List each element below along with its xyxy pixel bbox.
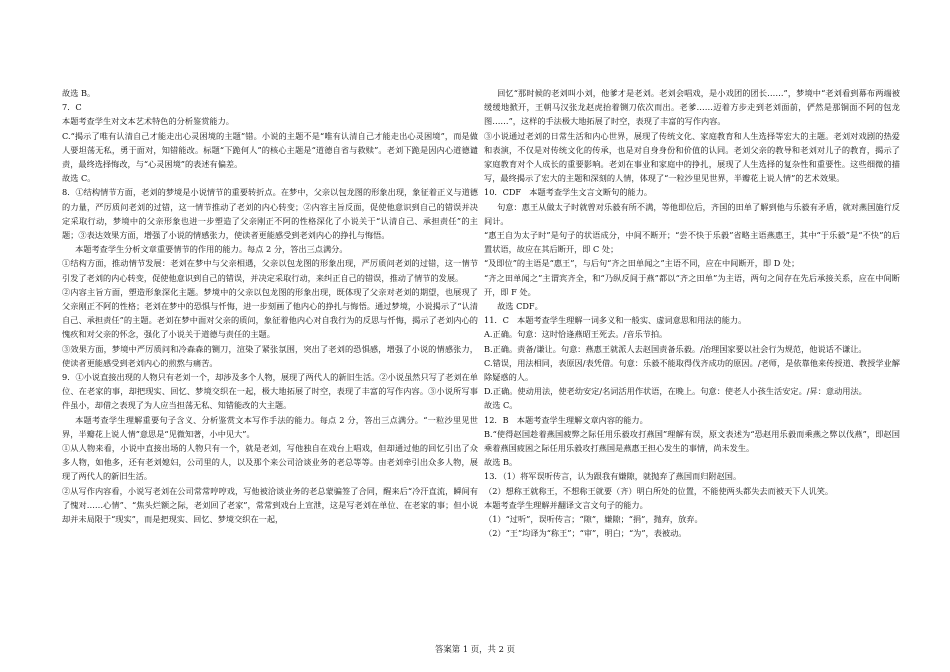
right-para: 13．（1）将军误听传言，认为跟我有嫌隙，就抛弃了燕国而归附赵国。 — [484, 471, 742, 482]
right-para: B.“使得赵国趁着燕国疲弊之际任用乐毅攻打燕国”理解有误，原文表述为“恐赵用乐毅而乘燕之弊以伐燕”，即赵国乘着燕国疲困之际任用乐毅攻打燕国是燕惠王担心发生的事情，尚未发生。 — [484, 428, 900, 454]
right-para: 10．CDF 本题考查学生文言文断句的能力。 — [484, 187, 653, 198]
right-para: “齐之田单闻之”主谓宾齐全，和“乃纵反间于燕”都以“齐之田单”为主语，两句之间存在先后承接关系，应在中间断开，即 F 处。 — [484, 272, 900, 297]
left-para: ②从写作内容看，小说写老刘在公司常常哼哼戏，写他被洽谈业务的老总蒙骗签了合同，醒来后“冷汗直流，瞬间有了愧对……心情”、“焦头烂额之际，老刘回了老家”，常常到戏台上宣泄，这是写老刘在单位、在老家的事；但小说却并未局限于“现实”，而是把现实、回忆、梦境交织在一起， — [62, 485, 478, 525]
right-para: ③小说通过老刘的日常生活和内心世界，展现了传统文化、家庭教育和人生选择等宏大的主题。老刘对戏剧的热爱和表演，不仅是对传统文化的传承，也是对自身身份和价值的认同。老刘父亲的教导和老刘对儿子的教育，揭示了家庭教育对个人成长的重要影响。老刘在事业和家庭中的挣扎，展现了人生选择的复杂性和重要性。这些细微的描写，最终揭示了宏大的主题和深刻的人情，体现了“一粒沙里见世界，半瓣花上说人情”的艺术效果。 — [484, 130, 900, 184]
right-para: 故选 B。 — [484, 457, 518, 468]
right-para: （1）“过听”，误听传言；“隙”，嫌隙；“捐”，抛弃，放弃。 — [484, 514, 703, 525]
right-para: D.正确。使动用法，使老幼安定/名词活用作状语，在晚上。句意：使老人小孩生活安定。/昇：意动用法。 — [484, 386, 867, 397]
left-para: ①从人物来看，小说中直接出场的人物只有一个，就是老刘，写他独自在戏台上唱戏，但却通过他的回忆引出了众多人物，如他多，还有老刘媳妇，公司里的人，以及那个来公司洽谈业务的老总等等。由老刘牵引出众多人物，展现了两代人的新旧生活。 — [62, 443, 478, 482]
left-para: 9．①小说直接出现的人物只有老刘一个，却涉及多个人物，展现了两代人的新旧生活。②小说虽然只写了老刘在单位、在老家的事，却把现实、回忆、梦境交织在一起，极大地拓展了时空，表现了丰富的写作内容。③小说所写事件虽小，却借之表现了为人应当担荡无私、知错能改的大主题。 — [62, 372, 478, 411]
right-para: 故选 C。 — [484, 400, 518, 411]
left-para: ②内容主旨方面，塑造形象深化主题。梦境中的父亲以包龙图的形象出现，既体现了父亲对老刘的期望，也展现了父亲刚正不阿的性格；老刘在梦中的恐惧与忏悔，进一步刻画了他内心的挣扎与悔悟。通过梦境，小说揭示了“认清自己、承担责任”的主题。老刘在梦中面对父亲的质问，象征着他内心对自我行为的反思与忏悔，揭示了老刘内心的愧疚和对父亲的怀念，强化了小说关于道德与责任的主题。 — [62, 286, 478, 340]
right-para: C.错误，用法相同，表原因/表凭借。句意：乐毅不能取得伐齐成功的原因。/老师，是依靠他来传授道、教授学业解除疑惑的人。 — [484, 357, 900, 383]
right-para: （2）想称王就称王，不想称王就要（齐）明白所处的位置，不能使两头都失去而被天下人讥笑。 — [484, 485, 834, 496]
right-para: B.正确。责备/谦让。句意：燕惠王就派人去赵国责备乐毅。/治理国家要以社会行为规范，他说话不谦让。 — [484, 343, 867, 354]
left-para: ①结构方面，推动情节发展：老刘在梦中与父亲相遇，父亲以包龙图的形象出现，严厉质问老刘的过错，这一情节引发了老刘的内心转变，促使他意识到自己的错误，并决定采取行动，来纠正自己的错误，推动了情节的发展。 — [62, 258, 478, 283]
left-para: ③效果方面，梦境中严厉质问和冷森森的铡刀，渲染了紧张氛围，突出了老刘的恐惧感，增强了小说的情感张力，使读者更能感受到老刘内心的煎熬与痛苦。 — [62, 343, 478, 368]
right-para: “及即位”的主语是“惠王”，与后句“齐之田单闻之”主语不同，应在中间断开，即 D 处； — [484, 258, 800, 269]
right-para: 回忆“那时候的老刘叫小刘，他爹才是老刘。老刘会唱戏，是小戏团的团长……”，梦境中“老刘看到幕布两端被缓缓地掀开，王朝马汉张龙赵虎抬着铡刀依次而出。老爹……迈着方步走到老刘面前，俨然是那铜面不阿的包龙图……”，这样的手法极大地拓展了时空，表现了丰富的写作内容。 — [484, 88, 900, 127]
right-para: 12．B 本题考查学生理解文章内容的能力。 — [484, 414, 648, 425]
right-column — [484, 86, 900, 541]
left-para: 本题考查学生理解重要句子含义、分析鉴赏文本写作手法的能力。每点 2 分，答出三点满分。“一粒沙里见世界，半瓣花上说人情”意思是“见微知著，小中见大”。 — [62, 414, 478, 439]
left-para: C.“揭示了唯有认清自己才能走出心灵困境的主题”错。小说的主题不是“唯有认清自己才能走出心灵困境”，而是做人要坦荡无私，勇于面对，知错能改。标题“下跪何人”的核心主题是“道德自省与救赎”。老刘下跪是因内心道德谴责，最终选择悔改，与“心灵困境”的表述有偏差。 — [62, 130, 478, 170]
right-para: A.正确。句意：这时恰逢燕昭王死去。/音乐节拍。 — [484, 329, 668, 340]
right-para: （2）“王”均译为“称王”；“审”，明白；“为”，表被动。 — [484, 528, 687, 539]
left-para: 故选 B。 — [62, 88, 96, 98]
right-para: 本题考查学生理解并翻译文言文句子的能力。 — [484, 499, 648, 510]
right-para: 11．C 本题考查学生理解一词多义和一般实、虚词意思和用法的能力。 — [484, 315, 747, 326]
left-column — [62, 86, 478, 526]
left-para: 7．C — [62, 102, 82, 113]
right-para: 句意：惠王从做太子时就曾对乐毅有所不满，等他即位后，齐国的田单了解到他与乐毅有矛盾，就对燕国施行反间计。 — [484, 201, 900, 226]
left-para: 本题考查学生对文本艺术特色的分析鉴赏能力。 — [62, 116, 234, 127]
left-para: 8．①结构情节方面，老刘的梦境是小说情节的重要转折点。在梦中，父亲以包龙图的形象出现，象征着正义与道德的力量，严厉质问老刘的过错，这一情节推动了老刘的内心转变；②内容主旨反面，促使他意识到自己的错误并决定采取行动，梦境中的父亲形象也进一步塑造了父亲刚正不阿的性格深化了小说关于“认清自己、承担责任”的主题；③表达效果方面，增强了小说的情感张力，使读者更能感受到老刘内心的挣扎与悔悟。 — [62, 187, 478, 241]
left-para: 故选 C。 — [62, 173, 96, 184]
left-para: 本题考查学生分析文章重要情节的作用的能力。每点 2 分，答出三点满分。 — [75, 244, 348, 255]
right-para: “惠王自为太子时”是句子的状语成分，中间不断开；“尝不快于乐毅”省略主语燕惠王，其中“于乐毅”是“不快”的后置状语，故应在其后断开，即 C 处； — [484, 230, 900, 255]
page-footer: 答案第 1 页，共 2 页 — [435, 644, 515, 654]
right-para: 故选 CDF。 — [497, 301, 543, 312]
